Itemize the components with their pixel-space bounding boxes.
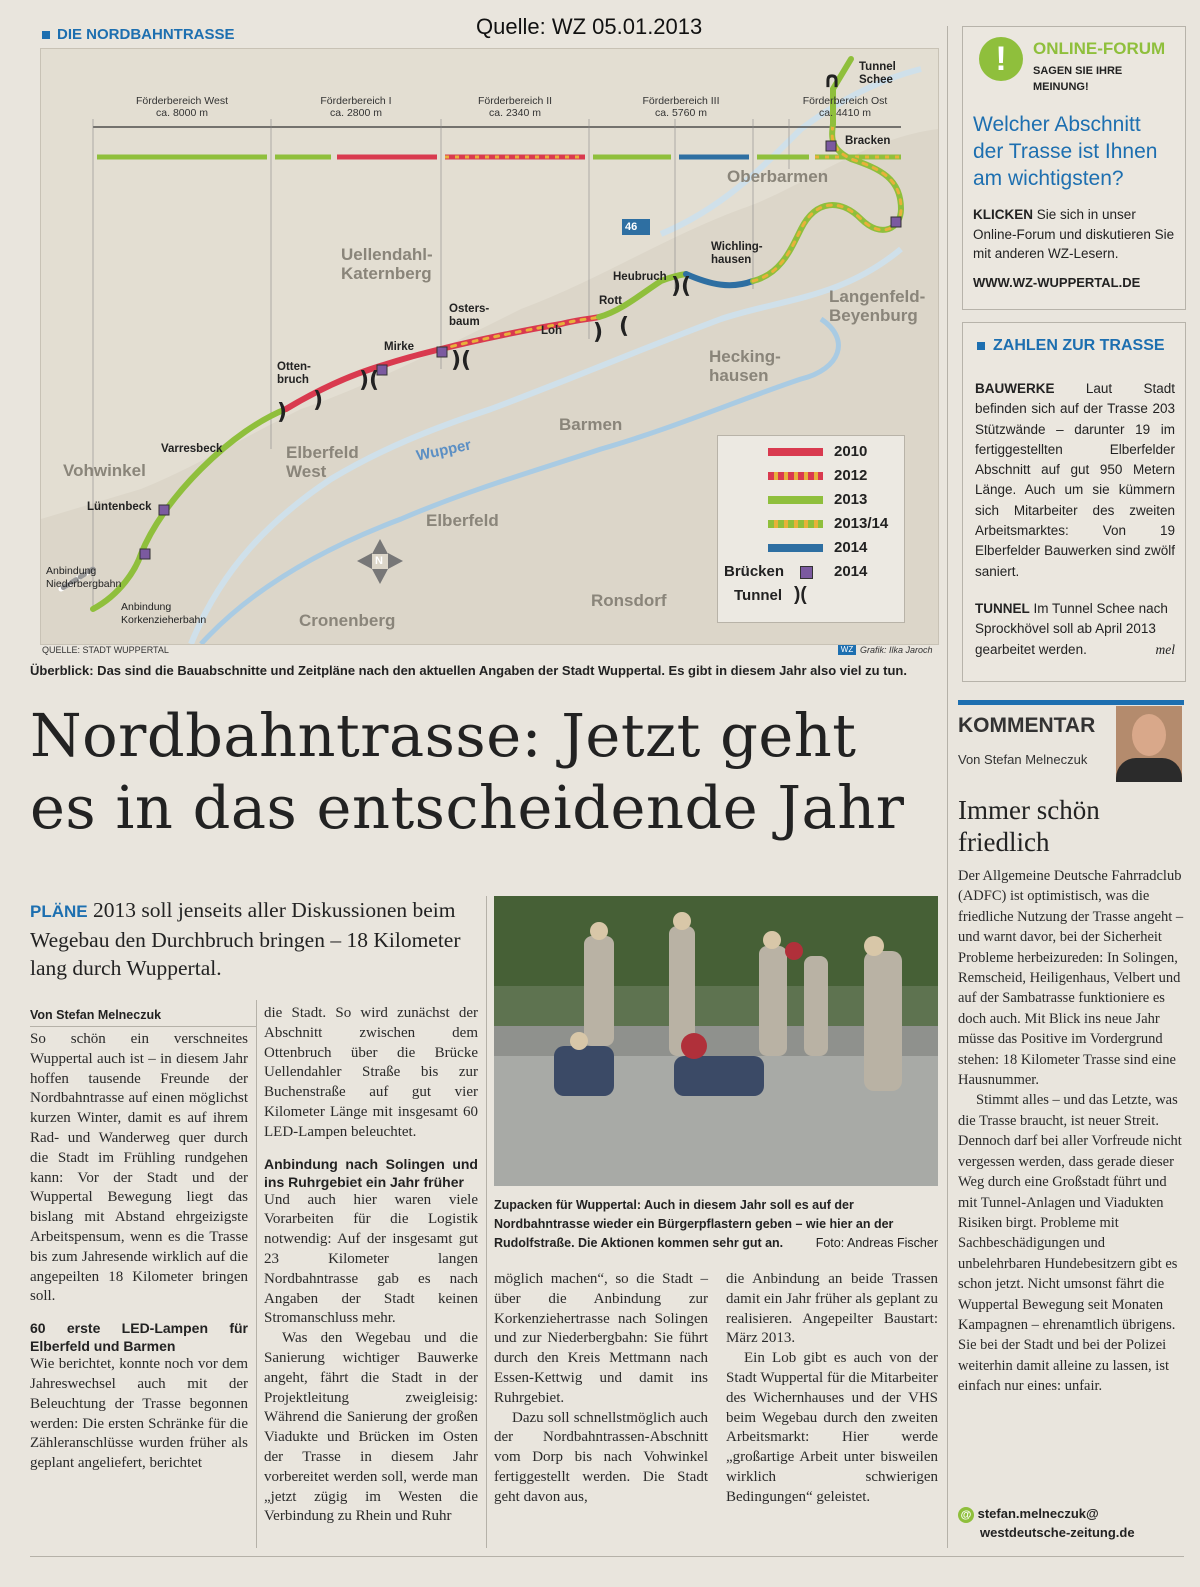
district-vohwinkel: Vohwinkel — [63, 461, 146, 480]
svg-text:): ) — [593, 320, 604, 345]
stop-heubruch: Heubruch — [613, 271, 667, 283]
legend-row: 2013/14 — [718, 514, 904, 534]
svg-text:): ) — [313, 388, 324, 413]
legend-bridges-label: Brücken — [724, 563, 785, 580]
author-avatar — [1116, 706, 1182, 782]
stop-varresbeck: Varresbeck — [161, 443, 223, 455]
legend-row: 2013 — [718, 490, 904, 510]
legend-tunnel-label: Tunnel — [734, 587, 783, 604]
district-ronsdorf: Ronsdorf — [591, 591, 667, 610]
district-elberfeld: Elberfeld — [426, 511, 499, 530]
col3-paragraph-2: Dazu soll schnellstmöglich auch der Nordbahntrassen-Abschnitt vom Dorp bis nach Vohwinkel fertiggestellt werden. Die Stadt geht davon aus, — [494, 1409, 708, 1505]
zahlen-box — [962, 322, 1186, 682]
zahlen-title-text: ZAHLEN ZUR TRASSE — [993, 337, 1165, 354]
stop-bracken: Bracken — [845, 135, 891, 147]
kicker-square-icon — [42, 31, 50, 39]
zahlen-bauwerke-text: Laut Stadt befinden sich auf der Trasse 203 Stützwände – darunter 19 im fertiggestellten Elberfelder Abschnitt auf gut 950 Metern Länge. Auch um sie kümmern sich Mitarbeiter des zweiten Arbeitsmarktes: Von 19 Elberfelder Bauwerken sind zwölf saniert. — [975, 381, 1175, 579]
map-caption: Überblick: Das sind die Bauabschnitte und Zeitpläne nach den aktuellen Angaben der Stadt Wuppertal. Es gibt in diesem Jahr also viel zu tun. — [30, 663, 907, 678]
col1-subheading: 60 erste LED-Lampen für Elberfeld und Barmen — [30, 1320, 248, 1355]
river-label: Wupper — [414, 436, 473, 465]
map-legend — [717, 435, 905, 623]
legend-swatch-2013-14 — [768, 520, 823, 528]
svg-text:)(: )( — [359, 368, 380, 393]
district-barmen: Barmen — [559, 415, 623, 434]
photo-credit: Foto: Andreas Fischer — [815, 1236, 938, 1250]
forum-subtitle-1: SAGEN SIE IHRE — [1033, 65, 1123, 77]
district-uellendahl: Uellendahl-Katernberg — [341, 245, 433, 283]
stop-tunnel-schee: Tunnel Schee — [859, 61, 896, 86]
map-graphic-credit: Grafik: Ilka Jaroch — [860, 645, 933, 655]
source-note: Quelle: WZ 05.01.2013 — [476, 14, 703, 39]
section-label-2: Förderbereich II ca. 2340 m — [477, 95, 553, 119]
forum-question: Welcher Abschnitt der Trasse ist Ihnen am wichtigsten? — [973, 113, 1158, 190]
section-label-3: Förderbereich III ca. 5760 m — [642, 95, 720, 119]
col1-paragraph-2: Wie berichtet, konnte noch vor dem Jahreswechsel auch mit der Beleuchtung der Trasse begonnen werden: Die ersten Schränke für die Zähleranschlüsse wurden früher als geplant angeliefert, berichtet — [30, 1356, 248, 1472]
map-kicker-text: DIE NORDBAHNTRASSE — [57, 26, 235, 43]
route-map — [40, 48, 939, 645]
forum-subtitle-2: MEINUNG! — [1033, 81, 1089, 93]
col4-paragraph-1: die Anbindung an beide Trassen damit ein Jahr früher als geplant zu realisieren. Angepeilter Baustart: März 2013. — [726, 1271, 938, 1347]
motorway-number: 46 — [625, 221, 638, 233]
photo-caption-text: Zupacken für Wuppertal: Auch in diesem Jahr soll es auf der Nordbahntrasse wieder ein Bürgerpflastern geben – wie hier an der Rudolfstraße. Die Aktionen kommen sehr gut an. — [494, 1198, 894, 1250]
section-label-ost: Förderbereich Ost ca. 4410 m — [802, 95, 888, 119]
zahlen-tunnel-text: Im Tunnel Schee nach Sprockhövel soll ab April 2013 gearbeitet werden. — [975, 601, 1168, 657]
legend-row: 2014 — [718, 538, 904, 558]
legend-swatch-2010 — [768, 448, 823, 456]
article-column-4 — [726, 1270, 938, 1508]
stop-niederbergbahn: Anbindung Niederbergbahn — [46, 565, 122, 590]
article-column-1 — [30, 1030, 248, 1474]
kommentar-title: Immer schön friedlich — [958, 795, 1100, 857]
svg-text:)(: )( — [671, 274, 692, 299]
wz-logo: WZ — [838, 645, 856, 655]
photo-graphic — [494, 896, 938, 1186]
column-divider — [486, 896, 487, 1548]
district-heckinghausen: Hecking-hausen — [709, 347, 781, 385]
legend-swatch-2012 — [768, 472, 823, 480]
headline-line-1: Nordbahntrasse: Jetzt geht — [30, 701, 857, 770]
at-icon: @ — [958, 1507, 974, 1523]
zahlen-title — [977, 337, 1165, 355]
stop-luentenbeck: Lüntenbeck — [87, 501, 152, 513]
kommentar-body — [958, 866, 1184, 1397]
article-byline: Von Stefan Melneczuk — [30, 1008, 162, 1022]
article-deck — [30, 896, 476, 982]
online-forum-box — [962, 26, 1186, 310]
stop-ostersbaum: Osters-baum — [449, 303, 490, 328]
district-cronenberg: Cronenberg — [299, 611, 396, 630]
kommentar-top-bar — [958, 700, 1184, 705]
section-label-1: Förderbereich I ca. 2800 m — [320, 95, 392, 119]
zahlen-tunnel — [975, 599, 1175, 660]
zahlen-author: mel — [1155, 641, 1175, 657]
map-source-credit: QUELLE: STADT WUPPERTAL — [42, 645, 169, 655]
forum-body: Sie sich in unser Online-Forum und diskutieren Sie mit anderen WZ-Lesern. — [973, 207, 1175, 261]
article-photo — [494, 896, 938, 1186]
col2-paragraph-1: die Stadt. So wird zunächst der Abschnitt zwischen dem Ottenbruch über die Brücke Uellendahler Straße bis zur Buchenstraße auf gut vier Kilometer Länge mit insgesamt 60 LED-Lampen beleuchtet. — [264, 1005, 478, 1140]
svg-text:): ) — [277, 400, 288, 425]
district-oberbarmen: Oberbarmen — [727, 167, 829, 186]
stop-loh: Loh — [541, 325, 563, 337]
map-kicker — [42, 26, 235, 43]
email-line-1: stefan.melneczuk@ — [977, 1506, 1099, 1521]
email-line-2: westdeutsche-zeitung.de — [980, 1525, 1135, 1540]
kommentar-label: KOMMENTAR — [958, 714, 1096, 737]
headline-line-2: es in das entscheidende Jahr — [30, 773, 905, 842]
bridge-icon — [800, 566, 813, 579]
zahlen-square-icon — [977, 342, 985, 350]
stop-ottenbruch: Otten-bruch — [277, 361, 311, 386]
legend-row — [718, 586, 904, 606]
zahlen-bauwerke-lead: BAUWERKE — [975, 381, 1055, 396]
section-label-west: Förderbereich West ca. 8000 m — [135, 95, 228, 119]
stop-rott: Rott — [599, 295, 622, 307]
stop-wichlinghausen: Wichling-hausen — [711, 241, 763, 266]
forum-text — [973, 205, 1175, 264]
deck-text: 2013 soll jenseits aller Diskussionen beim Wegebau den Durchbruch bringen – 18 Kilometer lang durch Wuppertal. — [30, 898, 461, 980]
col2-paragraph-2: Und auch hier waren viele Vorarbeiten für die Logistik notwendig: Auf der insgesamt gut 23 Kilometer langen Nordbahntrasse gab es nach Angaben der Stadt keinen Stromanschluss mehr. — [264, 1191, 478, 1327]
forum-title: ONLINE-FORUM — [1033, 39, 1166, 58]
column-divider — [947, 26, 948, 1548]
legend-row — [718, 562, 904, 582]
legend-swatch-2013 — [768, 496, 823, 504]
article-column-3 — [494, 1270, 708, 1508]
svg-text:(: ( — [619, 314, 630, 339]
compass-n: N — [375, 555, 383, 567]
tunnel-icon: )( — [794, 584, 807, 605]
stop-korkenzieherbahn: Anbindung Korkenzieherbahn — [121, 601, 207, 626]
legend-row: 2012 — [718, 466, 904, 486]
bottom-rule — [30, 1556, 1184, 1557]
zahlen-bauwerke — [975, 379, 1175, 582]
district-elberfeld-west: Elberfeld West — [286, 443, 359, 481]
stop-mirke: Mirke — [384, 341, 415, 353]
district-langenfeld: Langenfeld-Beyenburg — [829, 287, 926, 325]
zahlen-tunnel-lead: TUNNEL — [975, 601, 1030, 616]
kommentar-paragraph-1: Der Allgemeine Deutsche Fahrradclub (ADFC) ist optimistisch, was die friedliche Nutzung der Trasse angeht – und warnt davor, bei der Sicherheit Probleme herbeizureden: In Solingen, Remscheid, Heiligenhaus, Velbert und auf der Sambatrasse funktioniere es doch auch. Mit Blick ins neue Jahr müsse das Positive im Vordergrund stehen: 18 Kilometer Trasse sind eine Hausnummer. — [958, 868, 1184, 1089]
legend-bridges-year: 2014 — [834, 563, 868, 580]
col3-paragraph-1: möglich machen“, so die Stadt – über die Anbindung zur Korkenziehertrasse nach Solingen und zur Niederbergbahn: Sie führt durch den Kreis Mettmann nach Essen-Kettwig und damit ins Ruhrgebiet. — [494, 1271, 708, 1406]
kommentar-byline: Von Stefan Melneczuk — [958, 752, 1088, 767]
col2-paragraph-3: Was den Wegebau und die Sanierung wichtiger Bauwerke angeht, fährt die Stadt in der Projektleitung zweigleisig: Während die Sanierung der großen Viadukte und Brücken im Osten der Trasse in diesem Jahr vorbereitet werden soll, werde man „jetzt zügig im Westen die Verbindung zu Rhein und Ruhr — [264, 1330, 478, 1525]
col2-subheading: Anbindung nach Solingen und ins Ruhrgebiet ein Jahr früher — [264, 1155, 478, 1190]
exclamation-icon: ! — [979, 37, 1023, 81]
col4-paragraph-2: Ein Lob gibt es auch von der Stadt Wuppertal für die Mitarbeiter des Wichernhauses und der VHS beim Wegebau durch den zweiten Arbeitsmarkt: Hier werde „großartige Arbeit unter bisweilen wirklich schwierigen Bedingungen“ geleistet. — [726, 1350, 938, 1505]
svg-text:∩: ∩ — [823, 68, 841, 93]
kommentar-email[interactable] — [958, 1504, 1184, 1542]
col1-paragraph-1: So schön ein verschneites Wuppertal auch ist – in diesem Jahr hoffen tausende Freunde der Nordbahntrasse auf einen möglichst kurzen Winter, damit es auf ihrem Rad- und Wanderweg quer durch die Stadt im Frühling rundgehen kann: Vor der Stadt und der Wuppertal Bewegung liegt das bislang mit Abstand ehrgeizigste Arbeitspensum, wenn es die Trasse bis zum Jahresende wirklich auf die angepeilten 18 Kilometer bringen soll. — [30, 1031, 248, 1305]
legend-row: 2010 — [718, 442, 904, 462]
forum-lead: KLICKEN — [973, 207, 1033, 222]
kommentar-paragraph-2: Stimmt alles – und das Letzte, was die Trasse braucht, ist neuer Streit. Dennoch darf bei aller Vorfreude nicht vergessen werden, dass gerade dieser Weg durch eine Großstadt führt und mit Tunnel-Anlagen und Viadukten Risiken birgt. Probleme mit Sachbeschädigungen und unbelehrbaren Hundebesitzern gibt es schon jetzt. Nicht umsonst fährt die Wuppertal Bewegung seit Monaten Kampagnen – ehrenamtlich übrigens. Sie bei der Stadt und bei der Polizei weiterhin damit alleine zu lassen, ist einfach nur eines: unfair. — [958, 1092, 1182, 1395]
legend-swatch-2014 — [768, 544, 823, 552]
forum-subtitle — [1033, 63, 1122, 95]
deck-kicker: PLÄNE — [30, 902, 88, 921]
svg-text:)(: )( — [451, 348, 472, 373]
article-headline — [30, 700, 904, 844]
forum-url[interactable]: WWW.WZ-WUPPERTAL.DE — [973, 275, 1141, 290]
column-divider — [256, 1000, 257, 1548]
photo-caption — [494, 1196, 938, 1253]
byline-rule — [30, 1026, 256, 1027]
article-column-2 — [264, 1004, 478, 1527]
